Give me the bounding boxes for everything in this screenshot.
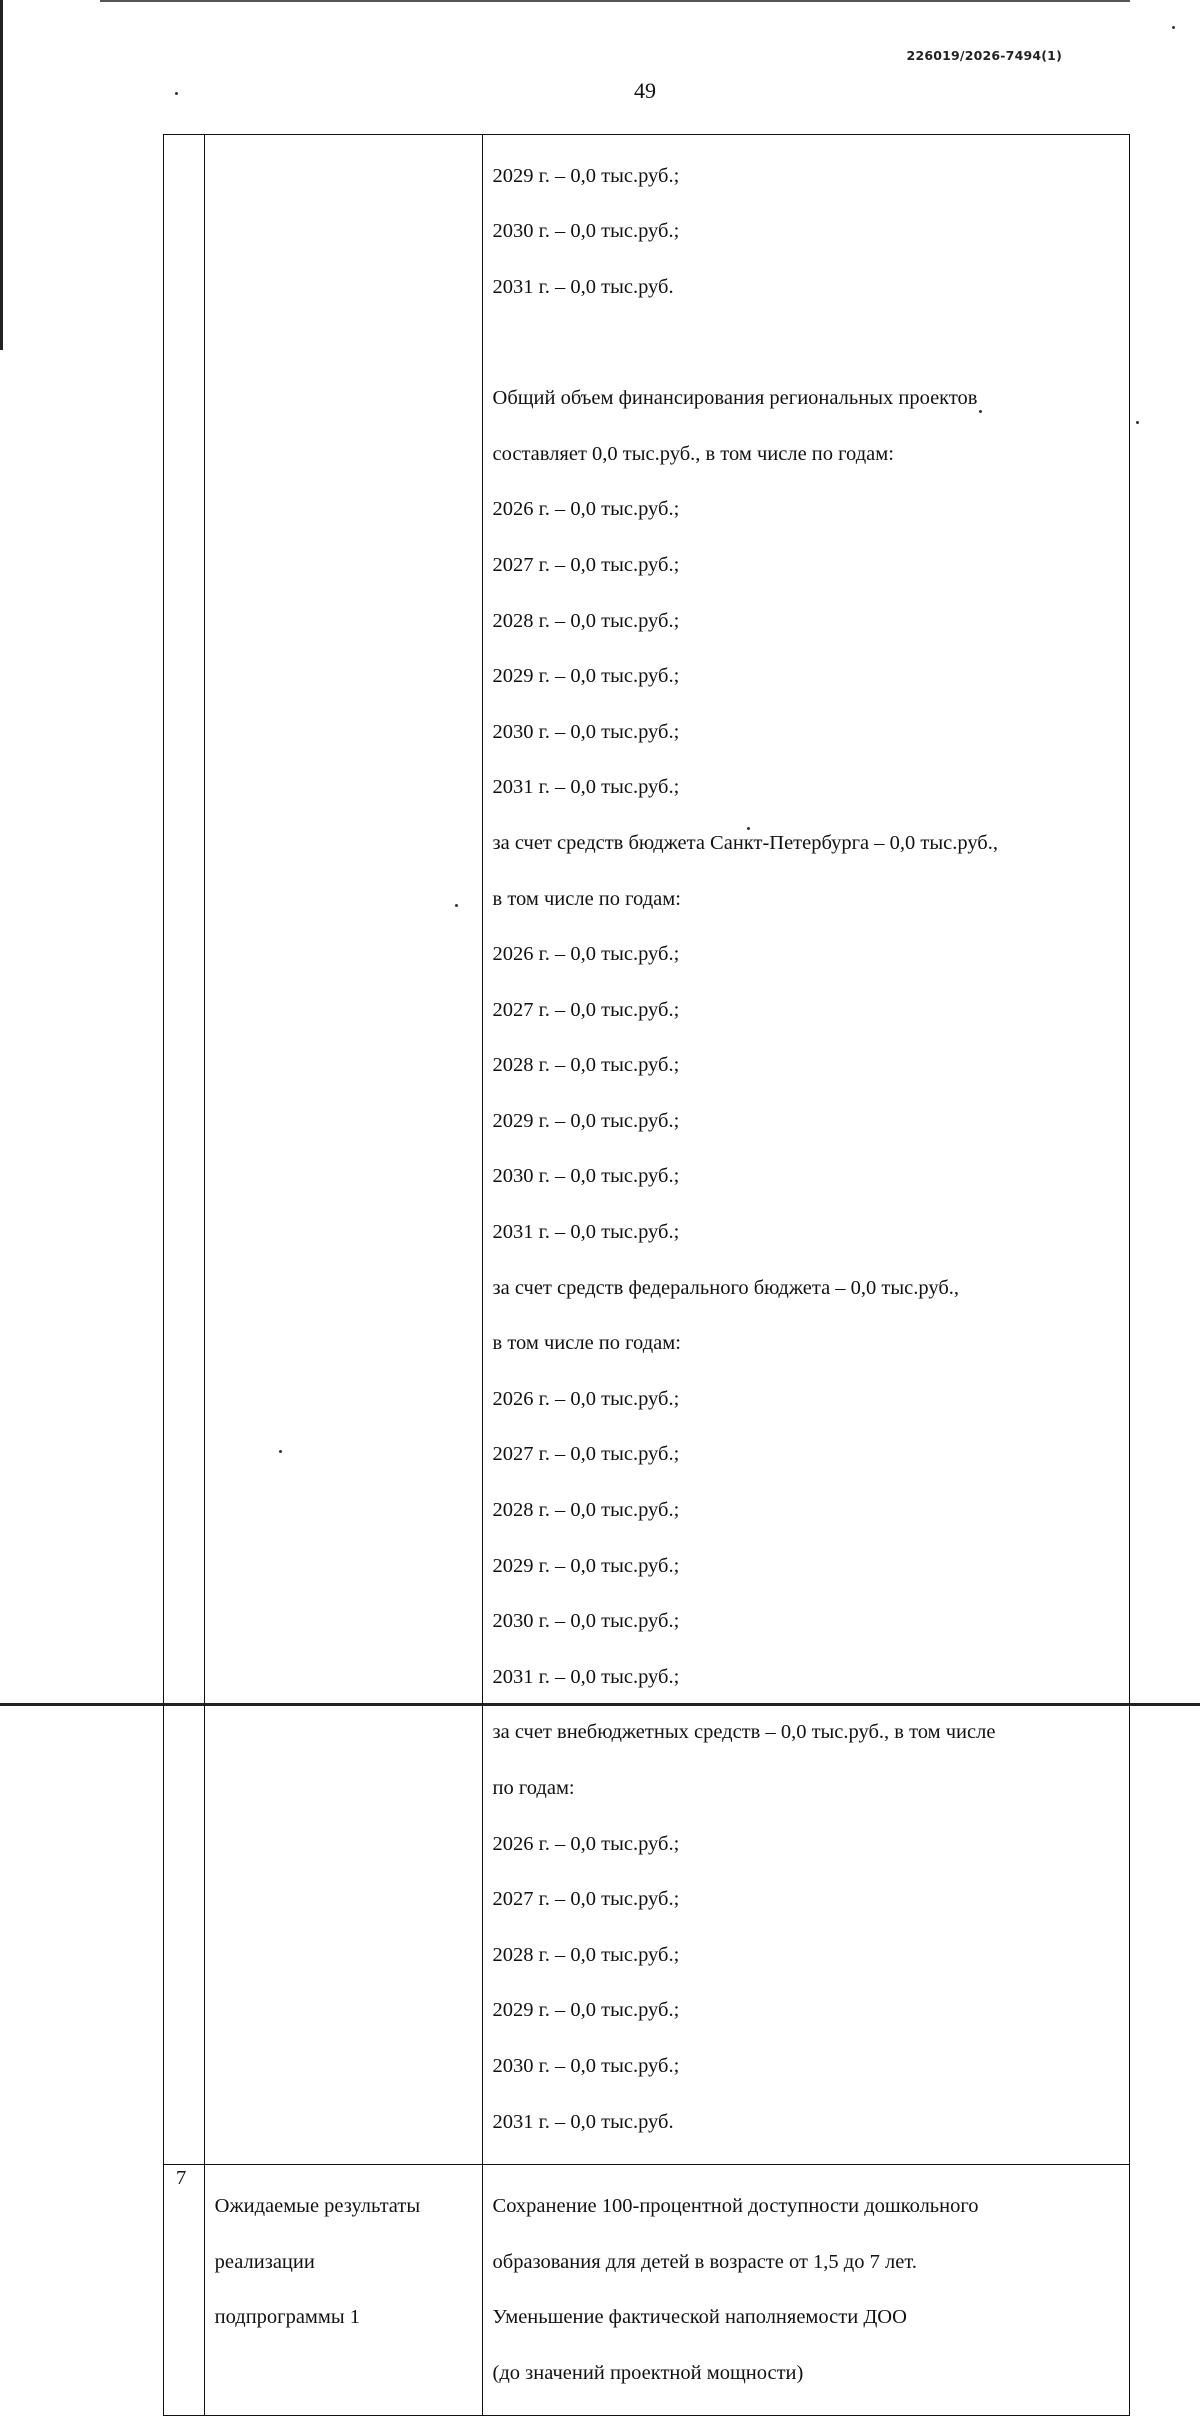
row-name-cell — [204, 135, 482, 2165]
text-line: 2026 г. – 0,0 тыс.руб.; — [492, 943, 680, 966]
text-line: образования для детей в возрасте от 1,5 до 7 лет. — [492, 2250, 917, 2273]
text-line: за счет средств федерального бюджета – 0,0 тыс.руб., — [492, 1276, 960, 1299]
row-content-cell — [482, 135, 1129, 2165]
text-line: 2030 г. – 0,0 тыс.руб.; — [492, 2054, 680, 2077]
text-line: 2028 г. – 0,0 тыс.руб.; — [492, 1943, 680, 1966]
text-line: 2028 г. – 0,0 тыс.руб.; — [492, 609, 680, 632]
text-line: 2026 г. – 0,0 тыс.руб.; — [492, 498, 680, 521]
text-line: 2031 г. – 0,0 тыс.руб.; — [492, 1221, 680, 1244]
text-line: за счет средств бюджета Санкт-Петербурга – 0,0 тыс.руб., — [492, 831, 998, 854]
row-number: 7 — [176, 2167, 187, 2190]
text-line: Сохранение 100-процентной доступности дошкольного — [492, 2194, 979, 2217]
text-line: 2031 г. – 0,0 тыс.руб. — [492, 275, 674, 298]
text-line: Общий объем финансирования региональных проектов — [492, 387, 978, 410]
scan-top-edge — [100, 0, 1130, 2]
text-line: 2030 г. – 0,0 тыс.руб.; — [492, 220, 680, 243]
text-line: в том числе по годам: — [492, 1332, 681, 1355]
text-line: 2028 г. – 0,0 тыс.руб.; — [492, 1054, 680, 1077]
text-line: (до значений проектной мощности) — [492, 2361, 804, 2384]
row-name-cell — [204, 2165, 482, 2416]
text-line: 2029 г. – 0,0 тыс.руб.; — [492, 164, 680, 187]
text-line: в том числе по годам: — [492, 887, 681, 910]
text-line: 2027 г. – 0,0 тыс.руб.; — [492, 1443, 680, 1466]
row-content-cell — [482, 2165, 1129, 2416]
text-line: по годам: — [492, 1777, 575, 1800]
table-row — [164, 135, 1130, 2165]
text-line: 2027 г. – 0,0 тыс.руб.; — [492, 1888, 680, 1911]
text-line: 2031 г. – 0,0 тыс.руб.; — [492, 776, 680, 799]
program-table — [163, 134, 1130, 2416]
text-line: 2030 г. – 0,0 тыс.руб.; — [492, 1610, 680, 1633]
text-line: 2028 г. – 0,0 тыс.руб.; — [492, 1499, 680, 1522]
expected-results-text — [483, 2165, 1129, 2415]
text-line: подпрограммы 1 — [214, 2306, 361, 2329]
text-line: 2029 г. – 0,0 тыс.руб.; — [492, 1554, 680, 1577]
document-id: 226019/2026-7494(1) — [906, 48, 1062, 63]
text-line: 2026 г. – 0,0 тыс.руб.; — [492, 1832, 680, 1855]
text-line: за счет внебюджетных средств – 0,0 тыс.руб., в том числе — [492, 1721, 996, 1744]
page-number: 49 — [634, 78, 656, 103]
table-row — [164, 2165, 1130, 2416]
row-number-cell — [164, 135, 205, 2165]
text-line: 2029 г. – 0,0 тыс.руб.; — [492, 1999, 680, 2022]
text-line: 2026 г. – 0,0 тыс.руб.; — [492, 1387, 680, 1410]
text-line: 2027 г. – 0,0 тыс.руб.; — [492, 998, 680, 1021]
scan-speck — [1172, 26, 1175, 29]
text-line: 2031 г. – 0,0 тыс.руб.; — [492, 1665, 680, 1688]
text-line: 2030 г. – 0,0 тыс.руб.; — [492, 720, 680, 743]
funding-text — [483, 135, 1129, 2164]
text-line: 2029 г. – 0,0 тыс.руб.; — [492, 665, 680, 688]
scan-speck — [1136, 421, 1139, 424]
text-line: 2029 г. – 0,0 тыс.руб.; — [492, 1109, 680, 1132]
text-line: реализации — [214, 2250, 315, 2273]
text-line: Уменьшение фактической наполняемости ДОО — [492, 2306, 907, 2329]
text-line: составляет 0,0 тыс.руб., в том числе по годам: — [492, 442, 894, 465]
scan-left-edge — [0, 0, 3, 350]
row-name — [205, 2165, 482, 2360]
text-line: 2027 г. – 0,0 тыс.руб.; — [492, 553, 680, 576]
text-line: 2031 г. – 0,0 тыс.руб. — [492, 2110, 674, 2133]
text-line: 2030 г. – 0,0 тыс.руб.; — [492, 1165, 680, 1188]
blank-line — [493, 330, 1123, 358]
row-number-cell — [164, 2165, 205, 2416]
text-line: Ожидаемые результаты — [214, 2194, 421, 2217]
